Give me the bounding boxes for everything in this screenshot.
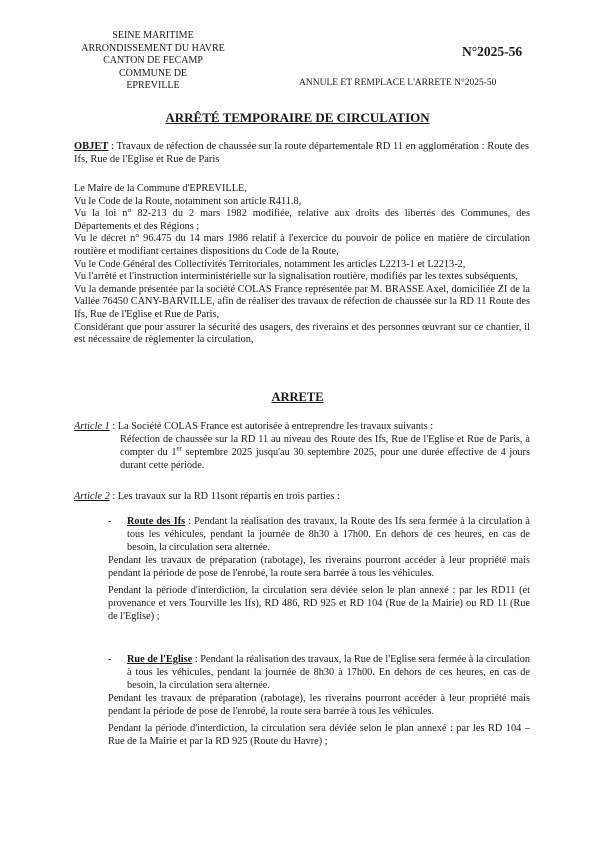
considerant-line: Considérant que pour assurer la sécurité des usagers, des riverains et des personnes œuvrant sur ce chantier, il est nécessaire de règlementer la circulation, bbox=[74, 321, 530, 346]
article-1-body-text: Réfection de chaussée sur la RD 11 au niveau des Route des Ifs, Rue de l'Eglise et Rue de Paris, à compter du 1 bbox=[120, 434, 530, 458]
authority-line: CANTON DE FECAMP bbox=[103, 55, 203, 66]
replaces-notice: ANNULE ET REMPLACE L'ARRETE N°2025-50 bbox=[299, 78, 497, 88]
article-1-label: Article 1 bbox=[74, 421, 110, 432]
considerant-line: Vu l'arrêté et l'instruction interministérielle sur la signalisation routière, modifiés par les textes subséquents, bbox=[74, 271, 518, 283]
article-1-body bbox=[74, 433, 530, 472]
article-1-body-text-end: septembre 2025 jusqu'au 30 septembre 2025, pour une durée effective de 4 jours durant cette période. bbox=[120, 447, 530, 471]
considerant-line: Vu la demande présentée par la société COLAS France représentée par M. BRASSE Axel, domiciliée ZI de la Vallée 76450 CANY-BARVILLE, afin de réaliser des travaux de réfection de chaussée sur la RD 11 Route des Ifs, Rue de l'Eglise et Rue de Paris, bbox=[74, 283, 530, 320]
section-paragraph: Pendant la période d'interdiction, la circulation sera déviée selon le plan annexé : par les RD 104 – Rue de la Mairie et par la RD 925 (Route du Havre) ; bbox=[108, 723, 530, 747]
decree-number: N°2025-56 bbox=[462, 44, 523, 59]
article-2 bbox=[74, 490, 530, 503]
considerant-line: Vu le Code de la Route, notamment son article R411.8, bbox=[74, 195, 302, 207]
article-1-intro bbox=[74, 420, 530, 433]
section-text: : Pendant la réalisation des travaux, la Route des Ifs sera fermée à la circulation à tous les véhicules, pendant la journée de 8h30 à 17h00. En dehors de ces heures, en cas de besoin, la circulation sera alternée. bbox=[127, 516, 530, 553]
section-paragraph: Pendant les travaux de préparation (rabotage), les riverains pourront accéder à leur propriété mais pendant la période de pose de l'enrobé, la route sera barrée à tous les véhicules. bbox=[108, 693, 530, 717]
object-label: OBJET bbox=[74, 141, 109, 152]
considerants-block bbox=[74, 183, 530, 347]
section-paragraph: Pendant les travaux de préparation (rabotage), les riverains pourront accéder à leur propriété mais pendant la période de pose de l'enrobé, la route sera barrée à tous les véhicules. bbox=[108, 555, 530, 579]
object-text: : Travaux de réfection de chaussée sur la route départementale RD 11 en agglomération : Route des Ifs, Rue de l'Eglise et Rue de Paris bbox=[74, 141, 529, 165]
document-title: ARRÊTÉ TEMPORAIRE DE CIRCULATION bbox=[165, 110, 430, 125]
considerant-line: Le Maire de la Commune d'EPREVILLE, bbox=[74, 183, 247, 194]
issuing-authority bbox=[78, 30, 228, 93]
authority-line: EPREVILLE bbox=[126, 80, 180, 91]
ordinal-superscript: er bbox=[176, 444, 182, 453]
section-heading-line bbox=[108, 653, 530, 692]
authority-line: COMMUNE DE bbox=[118, 67, 188, 79]
article-1-intro-text: : La Société COLAS France est autorisée à entreprendre les travaux suivants : bbox=[112, 421, 434, 432]
section-text: : Pendant la réalisation des travaux, la Rue de l'Eglise sera fermée à la circulation à tous les véhicules, pendant la journée de 8h30 à 17h00. En dehors de ces heures, en cas de besoin, la circulation sera alternée. bbox=[127, 654, 530, 691]
bullet-dash: - bbox=[108, 654, 112, 665]
section-paragraph: Pendant la période d'interdiction, la circulation sera déviée selon le plan annexé : par les RD11 (et provenance et vers Tourville les Ifs), RD 486, RD 925 et RD 104 (Rue de la Mairie) ou RD 11 (Rue de l'Eglise) ; bbox=[108, 585, 530, 622]
considerant-line: Vu le Code Général des Collectivités Territoriales, notamment les articles L2213-1 et L2213-2, bbox=[74, 258, 466, 270]
considerant-line: Vu le décret n° 96.475 du 14 mars 1986 relatif à l'exercice du pouvoir de police en matière de circulation routière et modifiant certaines dispositions du Code de la Route, bbox=[74, 233, 530, 257]
article-2-intro-text: : Les travaux sur la RD 11sont répartis en trois parties : bbox=[112, 491, 340, 502]
section-title: Route des Ifs bbox=[127, 516, 186, 527]
considerant-line: Vu la loi n° 82-213 du 2 mars 1982 modifiée, relative aux droits des libertés des Communes, des Départements et des Régions ; bbox=[74, 208, 530, 232]
authority-line: ARRONDISSEMENT DU HAVRE bbox=[81, 42, 225, 54]
section-title: Rue de l'Eglise bbox=[127, 654, 193, 665]
article-1 bbox=[74, 420, 530, 472]
section-route-des-ifs bbox=[108, 515, 530, 623]
section-heading-line bbox=[108, 515, 530, 554]
article-2-label: Article 2 bbox=[74, 491, 110, 502]
authority-line: SEINE MARITIME bbox=[112, 30, 194, 41]
arrete-heading: ARRETE bbox=[271, 390, 324, 404]
object-paragraph bbox=[74, 140, 529, 166]
section-rue-de-l-eglise bbox=[108, 653, 530, 748]
bullet-dash: - bbox=[108, 516, 112, 527]
